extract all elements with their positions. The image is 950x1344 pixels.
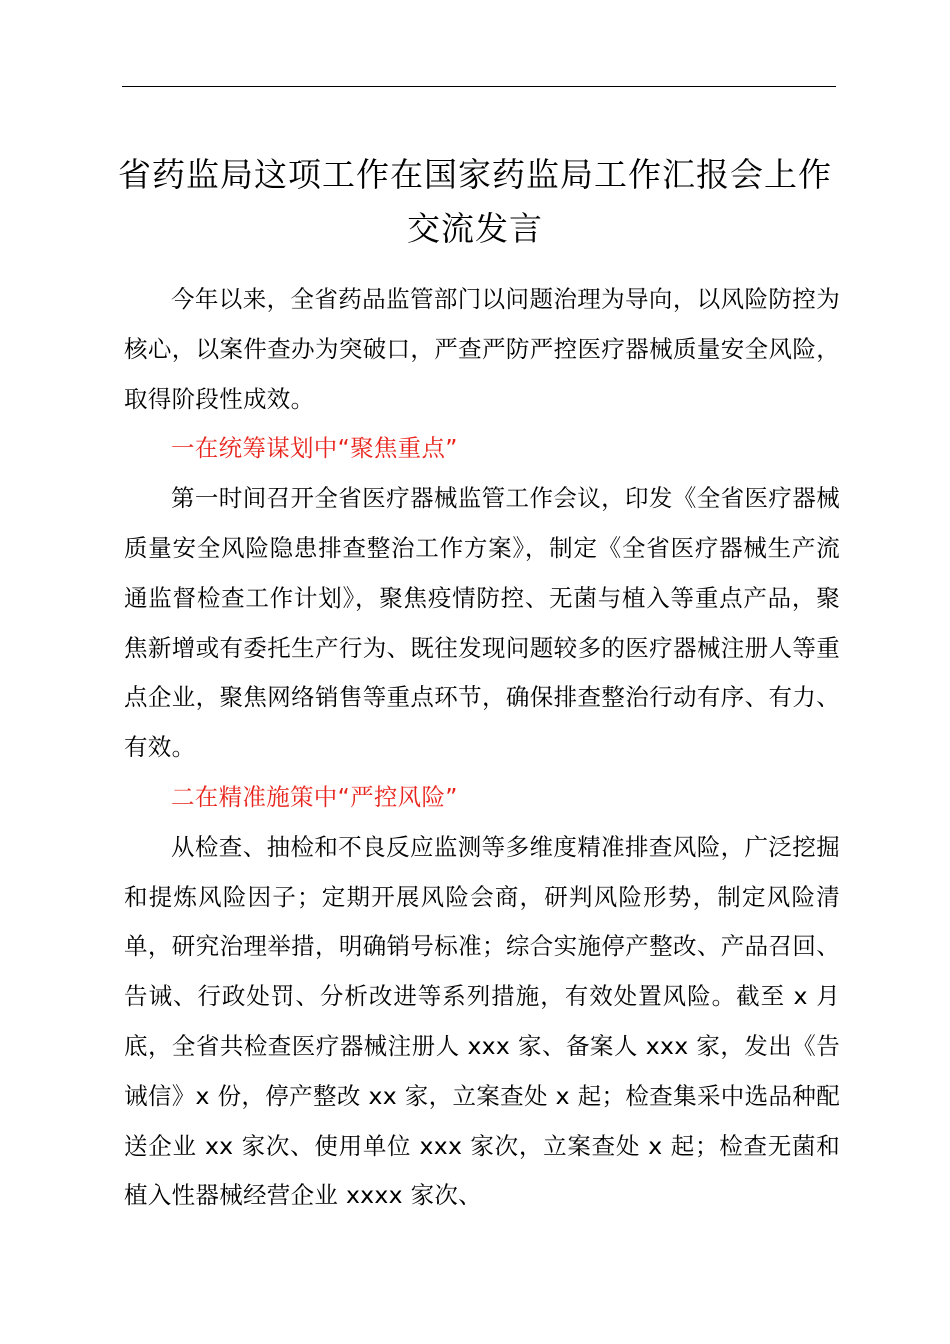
section-1-paragraph: 第一时间召开全省医疗器械监管工作会议，印发《全省医疗器械质量安全风险隐患排查整治工作方案》，制定《全省医疗器械生产流通监督检查工作计划》，聚焦疫情防控、无菌与植入等重点产品，聚焦新增或有委托生产行为、既往发现问题较多的医疗器械注册人等重点企业，聚焦网络销售等重点环节，确保排查整治行动有序、有力、有效。: [124, 484, 840, 762]
section-2-paragraph: 从检查、抽检和不良反应监测等多维度精准排查风险，广泛挖掘和提炼风险因子；定期开展风险会商，研判风险形势，制定风险清单，研究治理举措，明确销号标准；综合实施停产整改、产品召回、告诫、行政处罚、分析改进等系列措施，有效处置风险。截至 x 月底，全省共检查医疗器械注册人 xxx 家、备案人 xxx 家，发出《告诫信》x 份，停产整改 xx 家，立案查处 x 起；检查集采中选品种配送企业 xx 家次、使用单位 xxx 家次，立案查处 x 起；检查无菌和植入性器械经营企业 xxxx 家次、: [124, 832, 840, 1210]
document-title: 省药监局这项工作在国家药监局工作汇报会上作交流发言: [118, 155, 832, 248]
section-heading-1: 一在统筹谋划中“聚焦重点”: [171, 434, 458, 463]
section-heading-2: 二在精准施策中“严控风险”: [171, 782, 458, 811]
header-rule: [122, 86, 836, 87]
document-body: [124, 275, 840, 1221]
intro-paragraph: 今年以来，全省药品监管部门以问题治理为导向，以风险防控为核心，以案件查办为突破口，严查严防严控医疗器械质量安全风险，取得阶段性成效。: [124, 285, 840, 413]
